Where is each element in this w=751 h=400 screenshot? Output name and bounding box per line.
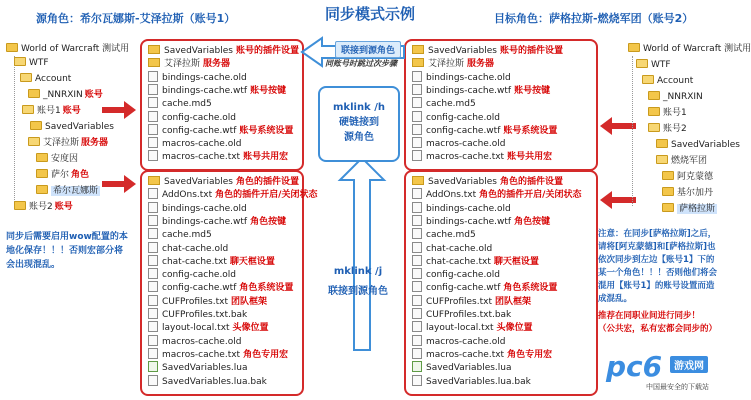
file-annotation: 头像位置 bbox=[496, 323, 533, 334]
file-annotation: 账号共用宏 bbox=[507, 152, 553, 163]
file-row[interactable] bbox=[148, 202, 247, 216]
arrow-head-icon bbox=[124, 101, 136, 119]
file-icon bbox=[412, 137, 422, 148]
tree-node-label: World of Warcraft 测试用 bbox=[643, 44, 751, 54]
file-icon bbox=[412, 321, 422, 332]
tree-node-label: _NNRXIN bbox=[43, 90, 83, 100]
tree-node-label: 希尔瓦娜斯 bbox=[53, 186, 99, 196]
right-note-tip: 推荐在同职业间进行同步！ bbox=[598, 311, 701, 321]
file-row[interactable] bbox=[148, 321, 269, 335]
right-note bbox=[598, 228, 738, 336]
tree-node-account2[interactable] bbox=[14, 200, 73, 214]
file-name: macros-cache.old bbox=[162, 336, 242, 347]
left-note-line: 地化保存！！！否则宏部分将 bbox=[6, 246, 124, 256]
file-annotation: 角色的插件开启/关闭状态 bbox=[479, 190, 582, 201]
file-icon bbox=[148, 215, 158, 226]
file-name: CUFProfiles.txt.bak bbox=[162, 310, 248, 320]
file-icon bbox=[412, 188, 422, 199]
file-name: macros-cache.txt bbox=[162, 349, 241, 360]
folder-icon bbox=[662, 203, 674, 212]
folder-icon bbox=[648, 123, 660, 132]
file-row[interactable] bbox=[148, 124, 293, 138]
diagram-title: 同步模式示例 bbox=[324, 5, 415, 23]
file-name: SavedVariables.lua.bak bbox=[426, 376, 531, 387]
tree-node-label: SavedVariables bbox=[671, 140, 740, 150]
link-badge: 联接到源角色 bbox=[335, 41, 401, 58]
mklink-h-box bbox=[318, 86, 400, 162]
tree-node-label: SavedVariables bbox=[45, 122, 114, 132]
file-icon bbox=[412, 202, 422, 213]
file-name: macros-cache.txt bbox=[426, 349, 505, 360]
file-row[interactable] bbox=[148, 215, 286, 229]
right-note-line: 成混乱。 bbox=[598, 294, 633, 304]
file-row[interactable] bbox=[412, 228, 476, 242]
left-note-line: 同步后需要启用wow配置的本 bbox=[6, 232, 128, 242]
file-icon bbox=[148, 71, 158, 82]
file-row[interactable] bbox=[412, 375, 531, 389]
sync-connectors bbox=[300, 30, 410, 390]
folder-icon bbox=[412, 176, 424, 185]
file-icon bbox=[148, 335, 158, 346]
file-icon bbox=[412, 71, 422, 82]
right-note-line: 请将[阿克蒙德]和[萨格拉斯]也 bbox=[598, 242, 716, 252]
right-note-line: 混用【账号1】的账号设置而造 bbox=[598, 281, 715, 291]
file-icon bbox=[148, 97, 158, 108]
arrow-to-character-box bbox=[102, 181, 126, 187]
file-row[interactable] bbox=[412, 97, 476, 111]
file-annotation: 账号按键 bbox=[514, 85, 551, 96]
file-row[interactable] bbox=[412, 175, 563, 189]
file-icon bbox=[148, 228, 158, 239]
tree-node-account[interactable] bbox=[642, 74, 693, 88]
left-character-files-box bbox=[140, 170, 318, 396]
file-icon bbox=[412, 281, 422, 292]
file-icon bbox=[148, 124, 158, 135]
file-icon bbox=[412, 335, 422, 346]
file-row[interactable] bbox=[412, 348, 552, 362]
file-name: cache.md5 bbox=[162, 99, 212, 110]
folder-icon bbox=[148, 45, 160, 54]
file-name: chat-cache.old bbox=[426, 243, 493, 254]
tree-node-nnrxin[interactable] bbox=[28, 88, 103, 102]
file-row[interactable] bbox=[412, 57, 494, 71]
tree-node-wtf[interactable] bbox=[14, 56, 49, 70]
tree-node-annotation: 服务器 bbox=[81, 138, 109, 148]
file-name: AddOns.txt bbox=[426, 190, 477, 201]
left-account-files-box bbox=[140, 39, 304, 171]
file-name: config-cache.wtf bbox=[162, 125, 237, 136]
site-logo bbox=[606, 352, 736, 396]
right-arrows bbox=[596, 116, 640, 216]
file-icon bbox=[148, 321, 158, 332]
file-row[interactable] bbox=[148, 71, 247, 85]
tree-node-burning-legion[interactable] bbox=[656, 154, 707, 168]
file-row[interactable] bbox=[148, 348, 288, 362]
file-annotation: 头像位置 bbox=[232, 323, 269, 334]
file-icon bbox=[412, 308, 422, 319]
file-name: SavedVariables bbox=[164, 177, 233, 187]
tree-node-wow[interactable] bbox=[628, 42, 751, 56]
file-row[interactable] bbox=[412, 295, 531, 309]
logo-sub: 游戏网 bbox=[670, 356, 708, 373]
file-name: bindings-cache.old bbox=[426, 203, 511, 214]
tree-node-annotation: 角色 bbox=[71, 170, 90, 180]
folder-icon bbox=[648, 91, 660, 100]
file-name: SavedVariables.lua.bak bbox=[162, 376, 267, 387]
tree-node-label: World of Warcraft 测试用 bbox=[21, 44, 130, 54]
tree-node-annotation: 账号 bbox=[84, 90, 103, 100]
file-annotation: 服务器 bbox=[467, 59, 495, 70]
tree-node-label: WTF bbox=[29, 58, 49, 68]
file-name: AddOns.txt bbox=[162, 190, 213, 201]
logo-text: pc6 bbox=[606, 350, 663, 383]
file-row[interactable] bbox=[148, 97, 212, 111]
file-row[interactable] bbox=[148, 150, 288, 164]
file-name: cache.md5 bbox=[162, 230, 212, 241]
file-icon bbox=[412, 268, 422, 279]
folder-icon bbox=[22, 105, 34, 114]
tree-node-label: 阿克蒙德 bbox=[677, 172, 714, 182]
file-row[interactable] bbox=[412, 44, 563, 58]
file-annotation: 账号的插件设置 bbox=[499, 46, 563, 56]
file-icon bbox=[412, 255, 422, 266]
mklink-h-line2: 源角色 bbox=[344, 132, 374, 143]
file-icon bbox=[412, 228, 422, 239]
file-icon bbox=[412, 242, 422, 253]
file-name: macros-cache.old bbox=[426, 139, 506, 150]
right-note-tip: （公共宏，私有宏都会同步的） bbox=[598, 324, 718, 334]
tree-node-account2[interactable] bbox=[648, 122, 687, 136]
file-name: config-cache.wtf bbox=[426, 125, 501, 136]
file-icon bbox=[412, 348, 422, 359]
file-icon bbox=[412, 97, 422, 108]
folder-icon bbox=[20, 73, 32, 82]
tree-node-annotation: 账号 bbox=[54, 202, 73, 212]
file-row[interactable] bbox=[148, 361, 248, 375]
file-row[interactable] bbox=[412, 308, 511, 322]
link-badge-sub: 同账号时跳过次步骤 bbox=[325, 59, 397, 68]
file-name: 艾泽拉斯 bbox=[164, 59, 201, 70]
file-name: chat-cache.txt bbox=[426, 256, 491, 267]
file-name: CUFProfiles.txt bbox=[426, 296, 492, 307]
file-row[interactable] bbox=[148, 111, 236, 125]
file-icon bbox=[148, 137, 158, 148]
file-row[interactable] bbox=[148, 137, 241, 151]
file-icon bbox=[148, 281, 158, 292]
folder-icon bbox=[28, 89, 40, 98]
tree-node-label: WTF bbox=[651, 60, 671, 70]
folder-icon bbox=[36, 169, 48, 178]
arrow-head-icon bbox=[124, 175, 136, 193]
file-annotation: 账号共用宏 bbox=[243, 152, 289, 163]
file-annotation: 聊天框设置 bbox=[493, 256, 539, 267]
file-row[interactable] bbox=[148, 295, 267, 309]
tree-node-sylvanas[interactable] bbox=[36, 184, 100, 198]
file-name: SavedVariables.lua bbox=[426, 363, 512, 374]
file-icon bbox=[412, 295, 422, 306]
file-name: 艾泽拉斯 bbox=[428, 59, 465, 70]
file-name: SavedVariables.lua bbox=[162, 363, 248, 374]
file-row[interactable] bbox=[412, 202, 511, 216]
file-annotation: 账号系统设置 bbox=[239, 125, 294, 136]
file-annotation: 角色按键 bbox=[250, 216, 287, 227]
file-name: macros-cache.txt bbox=[426, 152, 505, 163]
tree-node-sargeras[interactable] bbox=[662, 202, 717, 216]
file-name: SavedVariables bbox=[428, 177, 497, 187]
arrow-to-account-box bbox=[102, 107, 126, 113]
file-icon bbox=[148, 308, 158, 319]
file-icon bbox=[148, 111, 158, 122]
arrow-head-icon bbox=[600, 117, 612, 135]
file-annotation: 角色专用宏 bbox=[507, 349, 553, 360]
right-note-line: 注意：在同步[萨格拉斯]之后， bbox=[598, 229, 717, 239]
file-name: CUFProfiles.txt.bak bbox=[426, 310, 512, 320]
file-annotation: 角色系统设置 bbox=[503, 283, 558, 294]
folder-icon bbox=[412, 58, 424, 67]
file-name: bindings-cache.wtf bbox=[162, 216, 248, 227]
folder-icon bbox=[656, 155, 668, 164]
tree-node-anduin[interactable] bbox=[36, 152, 78, 166]
file-annotation: 服务器 bbox=[203, 59, 231, 70]
file-row[interactable] bbox=[412, 242, 492, 256]
tree-node-label: 账号2 bbox=[663, 124, 687, 134]
folder-icon bbox=[36, 185, 48, 194]
tree-node-label: 基尔加丹 bbox=[677, 188, 714, 198]
tree-node-wow[interactable] bbox=[6, 42, 129, 56]
tree-node-account1[interactable] bbox=[22, 104, 81, 118]
file-row[interactable] bbox=[412, 137, 505, 151]
file-name: macros-cache.txt bbox=[162, 152, 241, 163]
folder-icon bbox=[412, 45, 424, 54]
file-name: bindings-cache.wtf bbox=[162, 85, 248, 96]
file-row[interactable] bbox=[148, 268, 236, 282]
folder-icon bbox=[628, 43, 640, 52]
file-annotation: 团队框架 bbox=[494, 296, 531, 307]
right-note-lines bbox=[598, 228, 738, 306]
mklink-h-line1: 硬链接到 bbox=[339, 117, 379, 128]
left-note-line: 会出现混乱。 bbox=[6, 260, 61, 270]
tree-node-thrall[interactable] bbox=[36, 168, 89, 182]
file-icon bbox=[148, 268, 158, 279]
file-name: SavedVariables bbox=[428, 46, 497, 56]
folder-icon bbox=[28, 137, 40, 146]
file-icon bbox=[148, 295, 158, 306]
file-annotation: 角色系统设置 bbox=[239, 283, 294, 294]
folder-icon bbox=[662, 187, 674, 196]
file-icon bbox=[148, 375, 158, 386]
file-name: chat-cache.txt bbox=[162, 256, 227, 267]
file-annotation: 聊天框设置 bbox=[229, 256, 275, 267]
tree-node-label: 萨尔 bbox=[51, 170, 70, 180]
right-note-line: 依次同步到左边【账号1】下的 bbox=[598, 255, 715, 265]
right-character-files-box bbox=[404, 170, 598, 396]
file-icon bbox=[148, 188, 158, 199]
tree-node-savedvariables[interactable] bbox=[656, 138, 740, 152]
file-row[interactable] bbox=[148, 175, 299, 189]
file-row[interactable] bbox=[148, 57, 230, 71]
file-row[interactable] bbox=[148, 335, 241, 349]
file-annotation: 账号系统设置 bbox=[503, 125, 558, 136]
file-icon bbox=[412, 111, 422, 122]
file-annotation: 角色的插件设置 bbox=[499, 177, 563, 187]
file-icon bbox=[412, 375, 422, 386]
file-icon bbox=[412, 215, 422, 226]
file-icon bbox=[148, 348, 158, 359]
file-annotation: 角色的插件设置 bbox=[235, 177, 299, 187]
mklink-j-cmd: mklink /j bbox=[333, 266, 383, 277]
file-row[interactable] bbox=[412, 281, 557, 295]
tree-node-nnrxin[interactable] bbox=[648, 90, 703, 104]
folder-icon bbox=[148, 58, 160, 67]
file-name: bindings-cache.old bbox=[162, 203, 247, 214]
file-name: CUFProfiles.txt bbox=[162, 296, 228, 307]
left-note bbox=[6, 230, 136, 272]
file-name: config-cache.wtf bbox=[426, 283, 501, 294]
folder-icon bbox=[30, 121, 42, 130]
tree-node-server[interactable] bbox=[28, 136, 108, 150]
file-name: config-cache.old bbox=[162, 270, 237, 281]
folder-icon bbox=[14, 201, 26, 210]
file-row[interactable] bbox=[412, 335, 505, 349]
file-row[interactable] bbox=[148, 255, 275, 269]
tree-node-wtf[interactable] bbox=[636, 58, 671, 72]
file-name: chat-cache.old bbox=[162, 243, 229, 254]
mklink-h-cmd: mklink /h bbox=[333, 102, 385, 113]
file-row[interactable] bbox=[412, 150, 552, 164]
file-annotation: 账号的插件设置 bbox=[235, 46, 299, 56]
file-row[interactable] bbox=[148, 242, 228, 256]
file-row[interactable] bbox=[412, 124, 557, 138]
tree-node-label: 萨格拉斯 bbox=[679, 204, 716, 214]
folder-icon bbox=[642, 75, 654, 84]
file-row[interactable] bbox=[412, 255, 539, 269]
tree-node-label: 燃烧军团 bbox=[671, 156, 708, 166]
file-row[interactable] bbox=[412, 84, 550, 98]
file-name: cache.md5 bbox=[426, 230, 476, 241]
file-annotation: 账号按键 bbox=[250, 85, 287, 96]
file-icon bbox=[148, 361, 158, 372]
tree-node-account1[interactable] bbox=[648, 106, 687, 120]
tree-node-label: 账号1 bbox=[663, 108, 687, 118]
file-name: config-cache.old bbox=[162, 112, 237, 123]
folder-icon bbox=[14, 57, 26, 66]
tree-node-label: 艾泽拉斯 bbox=[43, 138, 80, 148]
file-name: cache.md5 bbox=[426, 99, 476, 110]
tree-node-label: 安度因 bbox=[51, 154, 79, 164]
file-icon bbox=[412, 150, 422, 161]
file-name: bindings-cache.old bbox=[426, 72, 511, 83]
file-row[interactable] bbox=[412, 268, 500, 282]
file-annotation: 角色按键 bbox=[514, 216, 551, 227]
right-account-files-box bbox=[404, 39, 598, 171]
file-row[interactable] bbox=[412, 215, 550, 229]
file-icon bbox=[412, 84, 422, 95]
folder-icon bbox=[36, 153, 48, 162]
tree-node-account[interactable] bbox=[20, 72, 71, 86]
file-name: config-cache.old bbox=[426, 112, 501, 123]
file-name: layout-local.txt bbox=[426, 323, 494, 334]
file-annotation: 角色的插件开启/关闭状态 bbox=[215, 190, 318, 201]
right-note-line: 某一个角色！！！否则他们将会 bbox=[598, 268, 718, 278]
target-role-label: 目标角色：萨格拉斯-燃烧军团（账号2） bbox=[494, 12, 694, 25]
file-name: config-cache.wtf bbox=[162, 283, 237, 294]
tree-node-kiljaeden[interactable] bbox=[662, 186, 713, 200]
file-icon bbox=[412, 124, 422, 135]
file-row[interactable] bbox=[148, 228, 212, 242]
file-icon bbox=[148, 150, 158, 161]
folder-icon bbox=[656, 139, 668, 148]
folder-icon bbox=[636, 59, 648, 68]
folder-icon bbox=[662, 171, 674, 180]
file-row[interactable] bbox=[148, 281, 293, 295]
file-row[interactable] bbox=[148, 308, 247, 322]
mklink-j-line1: 联接到源角色 bbox=[328, 286, 388, 297]
source-role-label: 源角色：希尔瓦娜斯-艾泽拉斯（账号1） bbox=[36, 12, 236, 25]
link-arrow-up-icon bbox=[340, 158, 384, 350]
file-name: config-cache.old bbox=[426, 270, 501, 281]
file-icon bbox=[148, 242, 158, 253]
tree-node-archimonde[interactable] bbox=[662, 170, 713, 184]
file-icon bbox=[148, 202, 158, 213]
file-name: macros-cache.old bbox=[426, 336, 506, 347]
arrow-head-icon bbox=[600, 191, 612, 209]
file-row[interactable] bbox=[148, 188, 317, 202]
file-name: macros-cache.old bbox=[162, 139, 242, 150]
file-annotation: 角色专用宏 bbox=[243, 349, 289, 360]
file-row[interactable] bbox=[412, 321, 533, 335]
file-icon bbox=[148, 255, 158, 266]
file-row[interactable] bbox=[412, 71, 511, 85]
file-annotation: 团队框架 bbox=[230, 296, 267, 307]
file-icon bbox=[148, 84, 158, 95]
folder-icon bbox=[148, 176, 160, 185]
file-name: bindings-cache.wtf bbox=[426, 216, 512, 227]
tree-node-label: _NNRXIN bbox=[663, 92, 703, 102]
file-row[interactable] bbox=[148, 84, 286, 98]
file-row[interactable] bbox=[148, 44, 299, 58]
file-name: layout-local.txt bbox=[162, 323, 230, 334]
tree-node-label: 账号1 bbox=[37, 106, 61, 116]
folder-icon bbox=[648, 107, 660, 116]
file-row[interactable] bbox=[412, 361, 512, 375]
file-name: bindings-cache.wtf bbox=[426, 85, 512, 96]
file-name: SavedVariables bbox=[164, 46, 233, 56]
tree-node-label: 账号2 bbox=[29, 202, 53, 212]
tree-node-label: Account bbox=[657, 76, 694, 86]
folder-icon bbox=[6, 43, 18, 52]
file-name: bindings-cache.old bbox=[162, 72, 247, 83]
file-row[interactable] bbox=[148, 375, 267, 389]
tree-node-label: Account bbox=[35, 74, 72, 84]
file-row[interactable] bbox=[412, 188, 581, 202]
left-arrows bbox=[98, 100, 138, 200]
logo-caption: 中国最安全的下载站 bbox=[646, 383, 709, 391]
file-row[interactable] bbox=[412, 111, 500, 125]
file-icon bbox=[412, 361, 422, 372]
tree-node-annotation: 账号 bbox=[62, 106, 81, 116]
